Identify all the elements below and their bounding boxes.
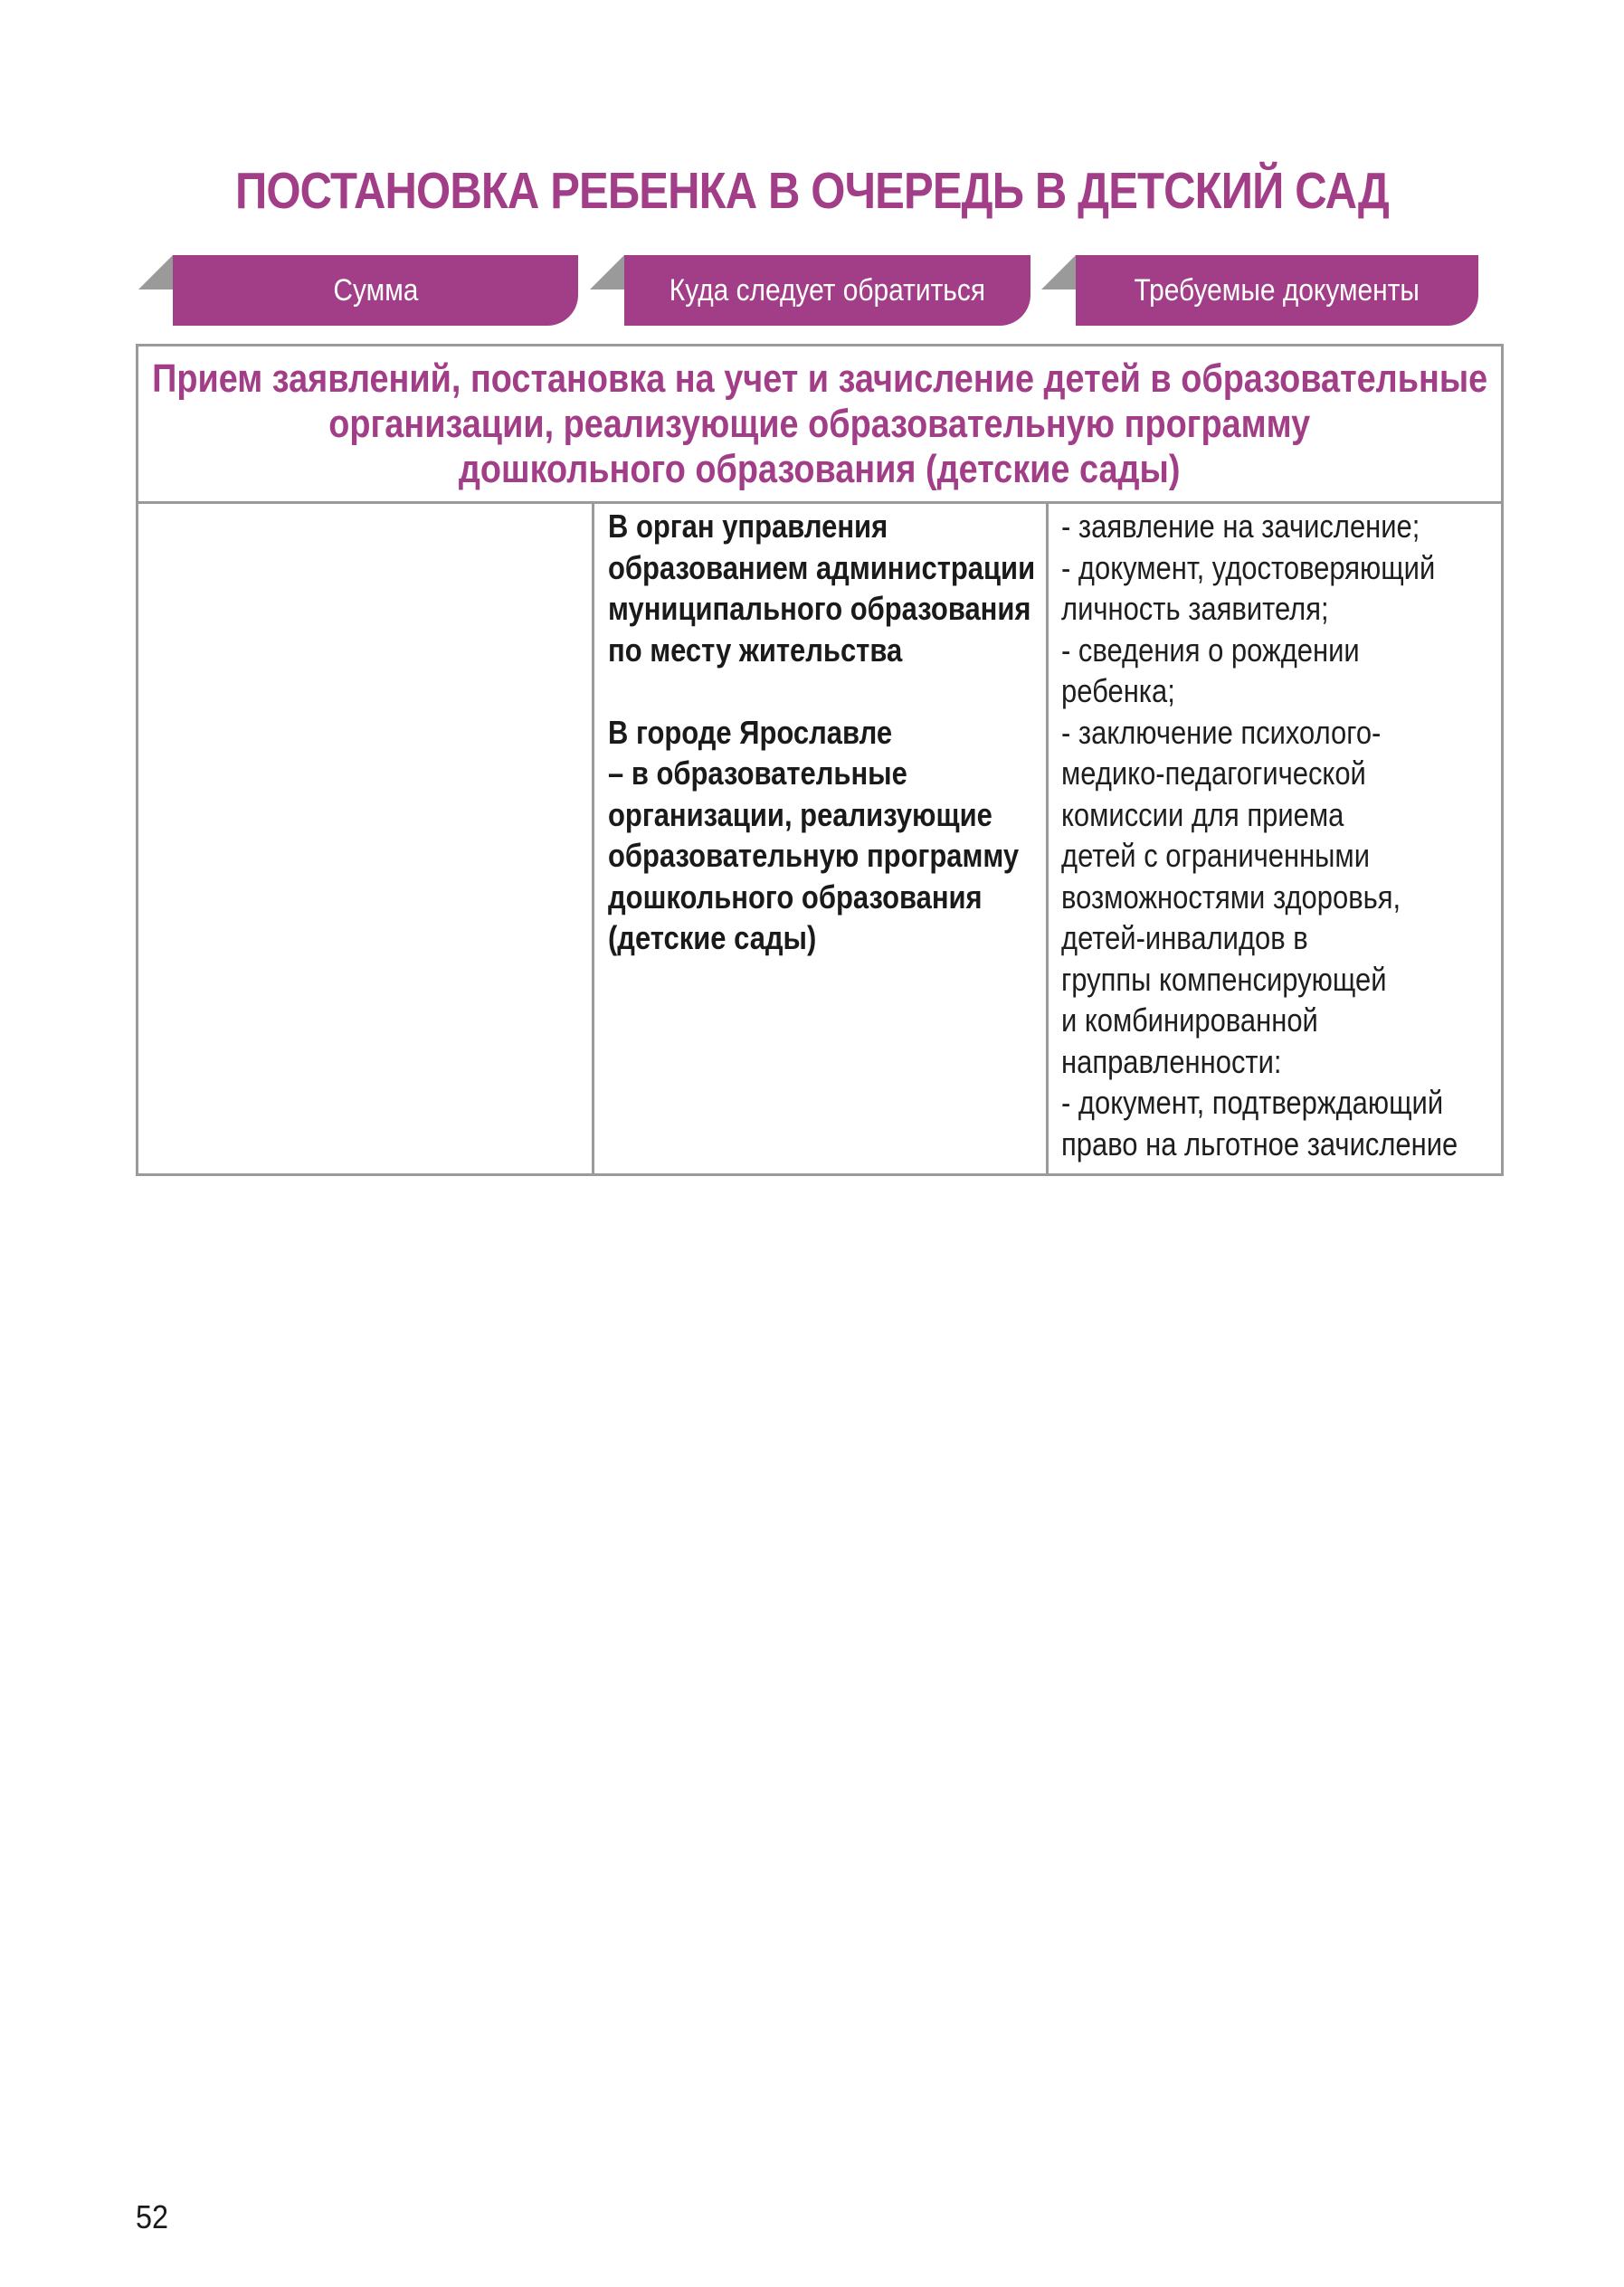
service-table [136, 344, 1504, 1176]
document-line: направленности: [1061, 1042, 1282, 1080]
where-line: – в образовательные [608, 754, 907, 792]
column-divider [592, 501, 594, 1173]
page-title: ПОСТАНОВКА РЕБЕНКА В ОЧЕРЕДЬ В ДЕТСКИЙ САД [235, 162, 1389, 220]
tab-required-documents [1041, 255, 1478, 326]
table-section-header [138, 346, 1501, 504]
tab-corner-decoration [590, 255, 624, 289]
document-line: группы компенсирующей [1061, 960, 1387, 998]
where-line: по месту жительства [608, 631, 903, 669]
tab-required-documents-label: Требуемые документы [1076, 255, 1478, 326]
section-header-line: организации, реализующие образовательную программу [328, 401, 1311, 446]
document-line: - заключение психолого- [1061, 713, 1382, 751]
document-line: комиссии для приема [1061, 795, 1344, 833]
where-line [608, 670, 982, 712]
where-line: муниципального образования [608, 590, 1031, 627]
where-line: В городе Ярославле [608, 713, 893, 751]
where-line: (детские сады) [608, 919, 817, 956]
where-line: образованием администрации [608, 548, 1036, 586]
document-line: детей с ограниченными [1061, 837, 1371, 874]
tab-sum [138, 255, 578, 326]
where-line: В орган управления [608, 508, 888, 545]
where-line: организации, реализующие [608, 795, 992, 833]
tab-corner-decoration [138, 255, 173, 289]
tab-where-to-apply-label: Куда следует обратиться [624, 255, 1030, 326]
document-line: личность заявителя; [1061, 590, 1329, 627]
document-line: - заявление на зачисление; [1061, 508, 1420, 545]
tab-sum-label: Сумма [173, 255, 578, 326]
document-line: детей-инвалидов в [1061, 919, 1308, 956]
document-line: - документ, подтверждающий [1061, 1084, 1444, 1121]
page-number: 52 [136, 2198, 169, 2235]
document-line: медико-педагогической [1061, 754, 1366, 792]
where-line: образовательную программу [608, 837, 1020, 874]
tab-corner-decoration [1041, 255, 1076, 289]
column-divider [1046, 501, 1049, 1173]
document-line: возможностями здоровья, [1061, 878, 1401, 916]
where-to-apply-cell [608, 506, 1042, 959]
document-line: право на льготное зачисление [1061, 1125, 1458, 1162]
tab-where-to-apply [590, 255, 1030, 326]
required-documents-cell [1061, 506, 1500, 1164]
document-line: и комбинированной [1061, 1001, 1318, 1039]
document-line: - сведения о рождении [1061, 631, 1360, 669]
document-line: - документ, удостоверяющий [1061, 548, 1436, 586]
document-line: ребенка; [1061, 672, 1175, 709]
section-header-line: дошкольного образования (детские сады) [459, 446, 1181, 491]
where-line: дошкольного образования [608, 878, 983, 916]
section-header-line: Прием заявлений, постановка на учет и зачисление детей в образовательные [151, 356, 1488, 401]
